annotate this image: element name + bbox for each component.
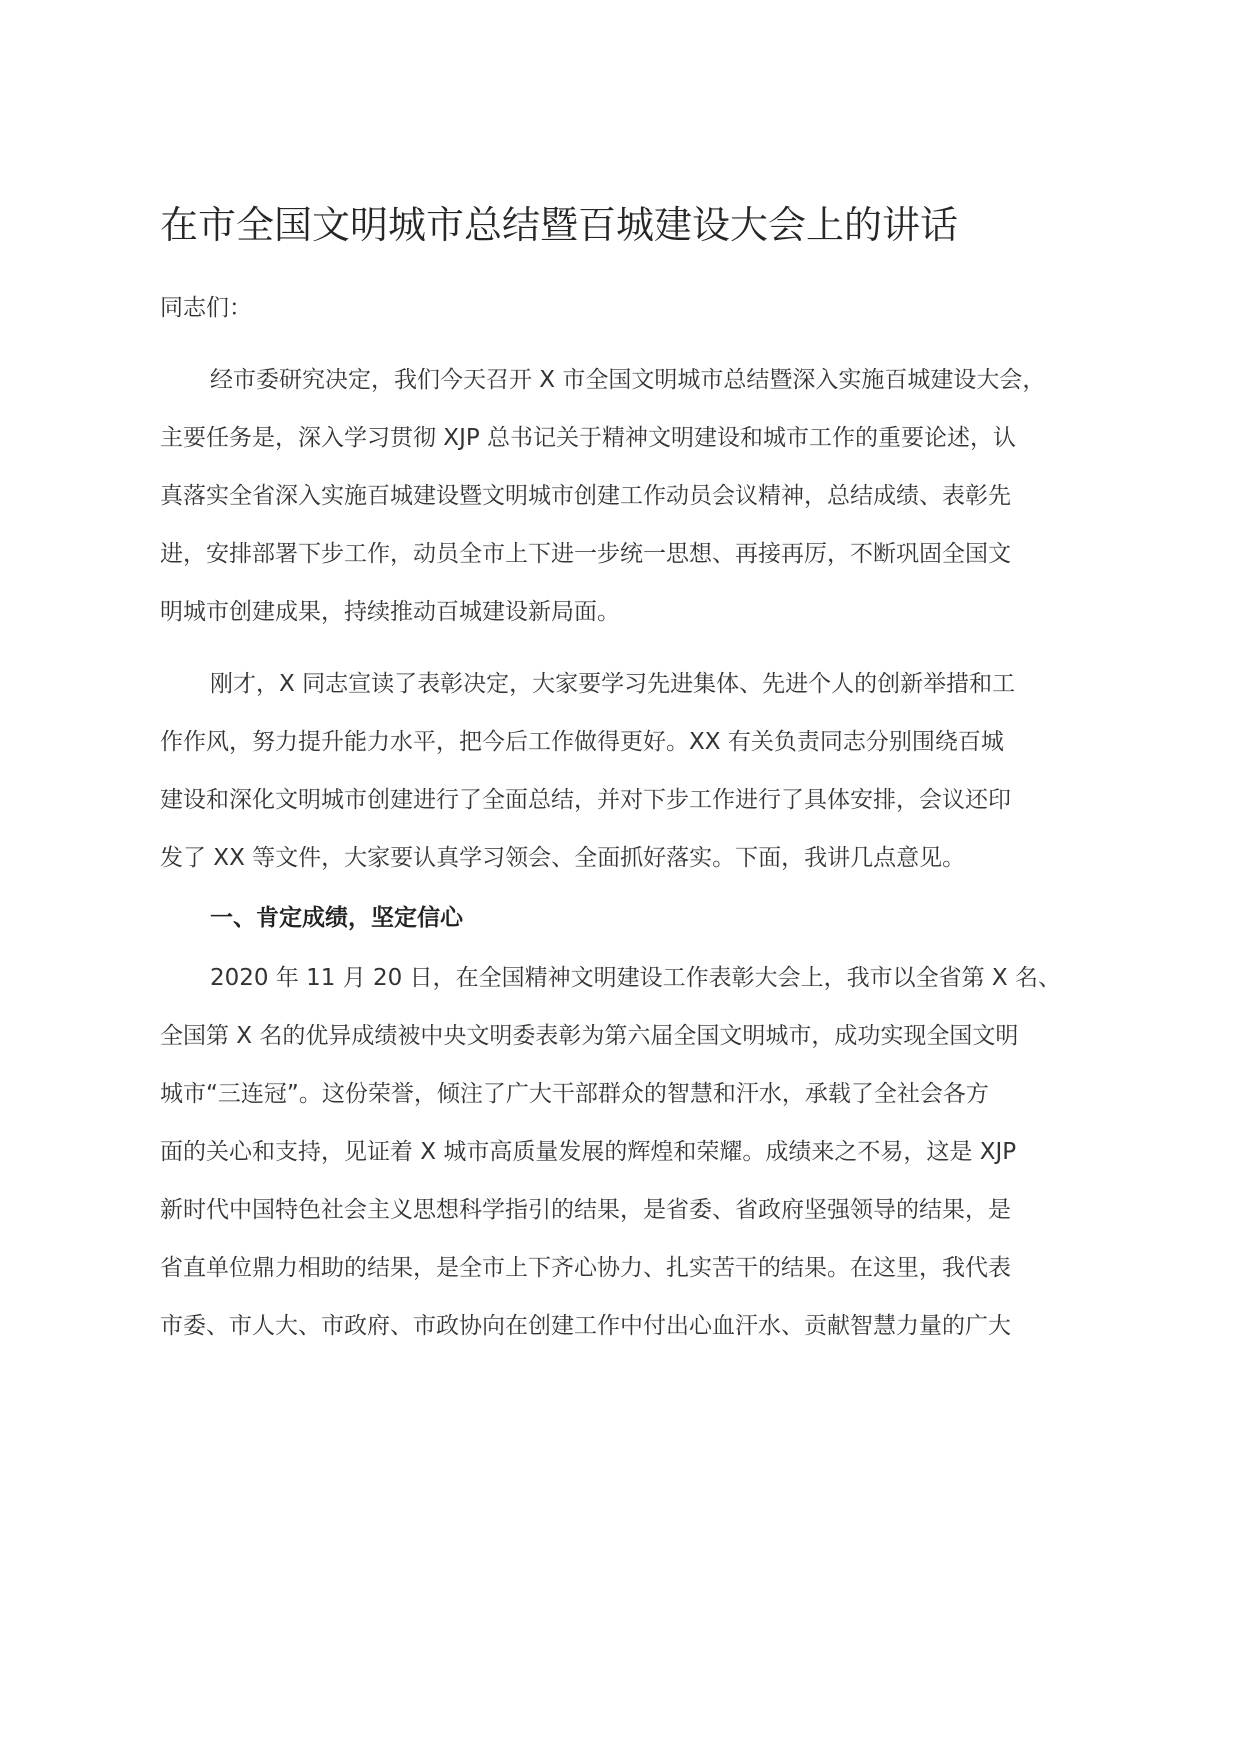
paragraph-line: 主要任务是，深入学习贯彻 XJP 总书记关于精神文明建设和城市工作的重要论述，认 — [160, 425, 1017, 451]
paragraph-line: 发了 XX 等文件，大家要认真学习领会、全面抓好落实。下面，我讲几点意见。 — [160, 845, 966, 871]
section-heading: 一、肯定成绩，坚定信心 — [210, 905, 463, 931]
paragraph-line: 城市“三连冠”。这份荣誉，倾注了广大干部群众的智慧和汗水，承载了全社会各方 — [160, 1081, 989, 1107]
paragraph-line: 真落实全省深入实施百城建设暨文明城市创建工作动员会议精神，总结成绩、表彰先 — [160, 483, 1011, 509]
salutation: 同志们： — [160, 295, 252, 321]
paragraph-line: 全国第 X 名的优异成绩被中央文明委表彰为第六届全国文明城市，成功实现全国文明 — [160, 1023, 1019, 1049]
paragraph-line: 明城市创建成果，持续推动百城建设新局面。 — [160, 599, 620, 625]
paragraph-line: 市委、市人大、市政府、市政协向在创建工作中付出心血汗水、贡献智慧力量的广大 — [160, 1313, 1011, 1339]
document-title: 在市全国文明城市总结暨百城建设大会上的讲话 — [160, 203, 959, 247]
paragraph-line: 作作风，努力提升能力水平，把今后工作做得更好。XX 有关负责同志分别围绕百城 — [160, 729, 1004, 755]
paragraph-line: 面的关心和支持，见证着 X 城市高质量发展的辉煌和荣耀。成绩来之不易，这是 XJP — [160, 1139, 1017, 1165]
paragraph-line: 建设和深化文明城市创建进行了全面总结，并对下步工作进行了具体安排，会议还印 — [160, 787, 1011, 813]
paragraph-line: 新时代中国特色社会主义思想科学指引的结果，是省委、省政府坚强领导的结果，是 — [160, 1197, 1011, 1223]
paragraph-line: 省直单位鼎力相助的结果，是全市上下齐心协力、扎实苦干的结果。在这里，我代表 — [160, 1255, 1011, 1281]
paragraph-line: 刚才，X 同志宣读了表彰决定，大家要学习先进集体、先进个人的创新举措和工 — [210, 671, 1016, 697]
paragraph-line: 进，安排部署下步工作，动员全市上下进一步统一思想、再接再厉，不断巩固全国文 — [160, 541, 1011, 567]
paragraph-line: 2020 年 11 月 20 日，在全国精神文明建设工作表彰大会上，我市以全省第 X 名、 — [210, 965, 1061, 991]
paragraph-line: 经市委研究决定，我们今天召开 X 市全国文明城市总结暨深入实施百城建设大会， — [210, 367, 1046, 393]
